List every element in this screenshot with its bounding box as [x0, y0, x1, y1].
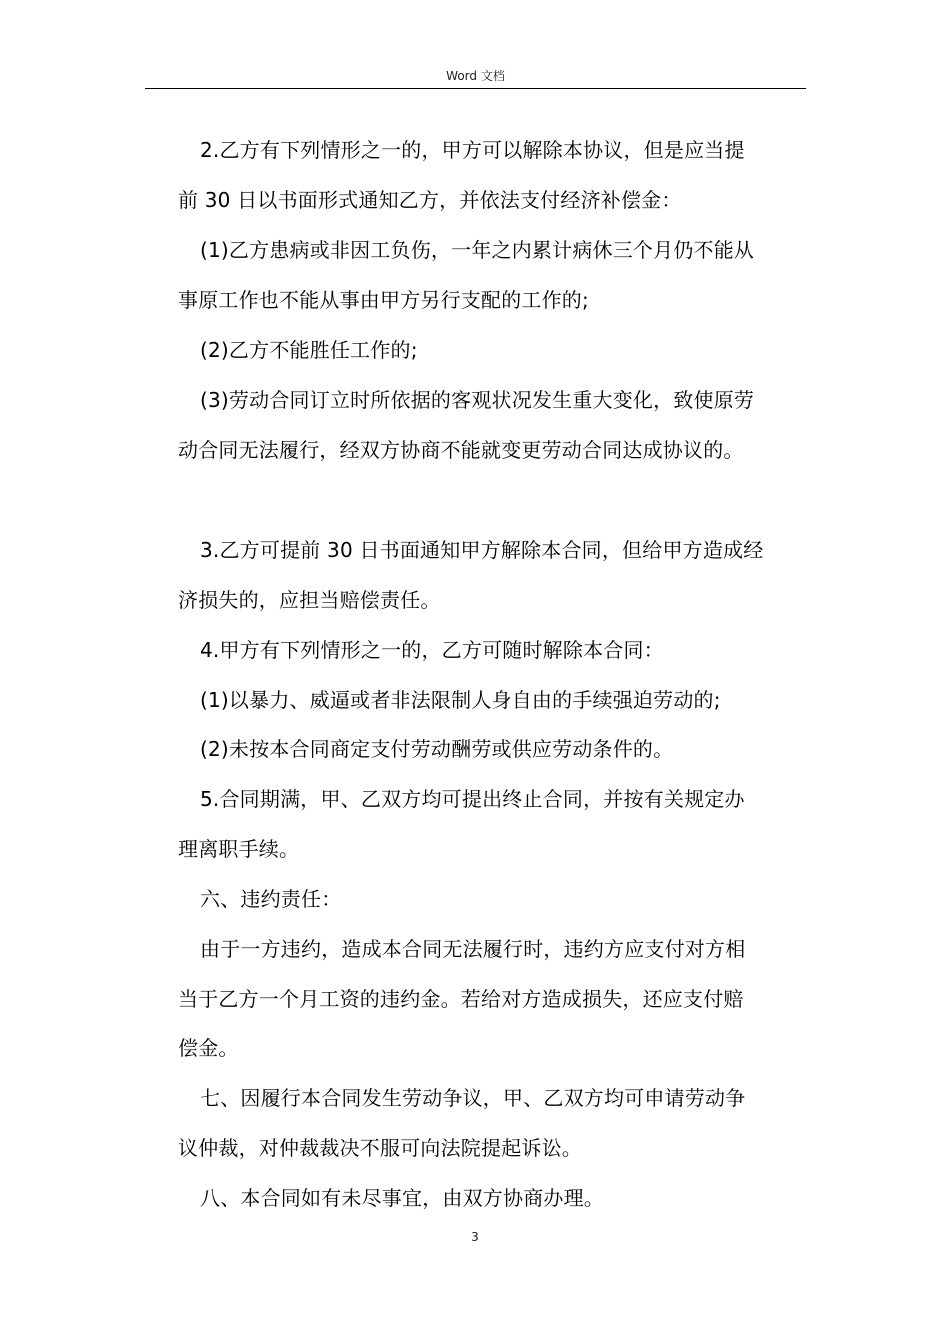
paragraph-line: 3.乙方可提前 30 日书面通知甲方解除本合同，但给甲方造成经 [200, 538, 764, 562]
page-header [145, 68, 806, 89]
section-heading: 八、本合同如有未尽事宜，由双方协商办理。 [200, 1186, 604, 1210]
paragraph-line: 议仲裁，对仲裁裁决不服可向法院提起诉讼。 [178, 1136, 582, 1160]
paragraph-line: 偿金。 [178, 1036, 239, 1060]
paragraph-line: (1)以暴力、威逼或者非法限制人身自由的手续强迫劳动的; [200, 688, 721, 712]
page-number: 3 [471, 1230, 479, 1244]
paragraph-line: (2)乙方不能胜任工作的; [200, 338, 418, 362]
paragraph-line: (2)未按本合同商定支付劳动酬劳或供应劳动条件的。 [200, 737, 674, 761]
paragraph-line: 2.乙方有下列情形之一的，甲方可以解除本协议，但是应当提 [200, 138, 745, 162]
paragraph-line: 5.合同期满，甲、乙双方均可提出终止合同，并按有关规定办 [200, 787, 745, 811]
paragraph-line: 事原工作也不能从事由甲方另行支配的工作的; [178, 288, 589, 312]
header-title: Word 文档 [446, 69, 505, 83]
paragraph-line: 由于一方违约，造成本合同无法履行时，违约方应支付对方相 [200, 937, 746, 961]
paragraph-line: 4.甲方有下列情形之一的，乙方可随时解除本合同： [200, 638, 664, 662]
paragraph-line: (1)乙方患病或非因工负伤，一年之内累计病休三个月仍不能从 [200, 238, 755, 262]
paragraph-line: 济损失的，应担当赔偿责任。 [178, 588, 441, 612]
paragraph-line: 前 30 日以书面形式通知乙方，并依法支付经济补偿金： [178, 188, 682, 212]
paragraph-line: 动合同无法履行，经双方协商不能就变更劳动合同达成协议的。 [178, 438, 744, 462]
paragraph-line: 当于乙方一个月工资的违约金。若给对方造成损失，还应支付赔 [178, 987, 744, 1011]
section-heading: 六、违约责任： [200, 887, 342, 911]
paragraph-line: 理离职手续。 [178, 837, 300, 861]
section-heading: 七、因履行本合同发生劳动争议，甲、乙双方均可申请劳动争 [200, 1086, 746, 1110]
paragraph-line: (3)劳动合同订立时所依据的客观状况发生重大变化，致使原劳 [200, 388, 755, 412]
